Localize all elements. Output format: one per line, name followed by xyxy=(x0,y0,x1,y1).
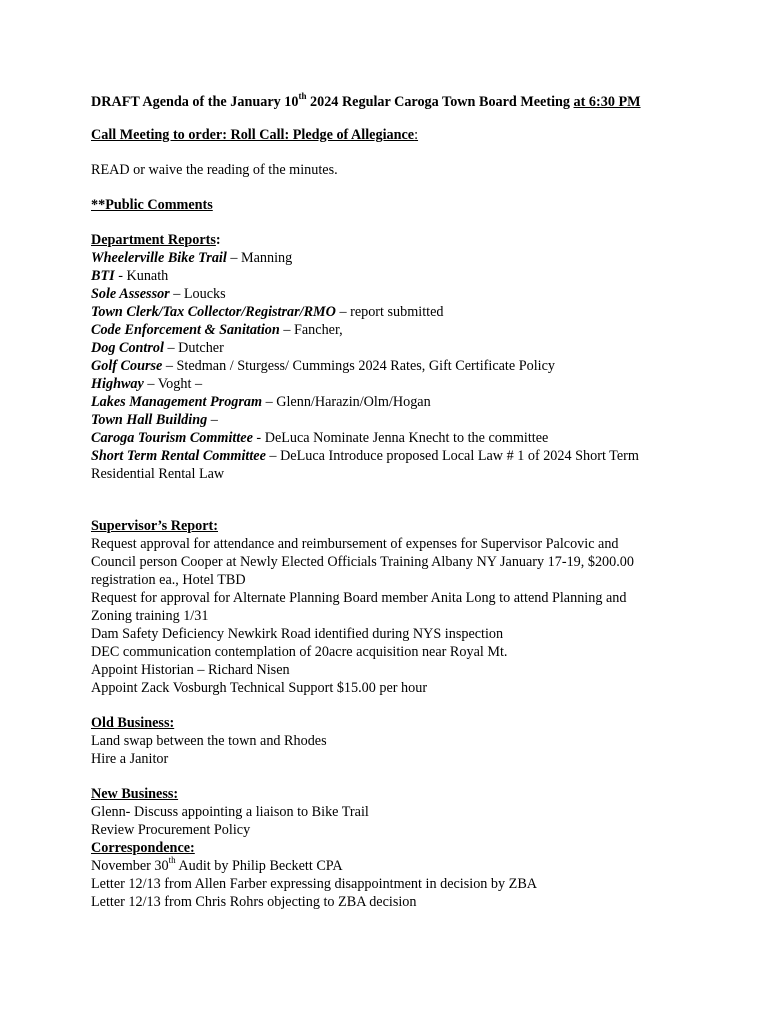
supervisor-report-list xyxy=(91,535,731,697)
department-report-item xyxy=(91,285,731,303)
department-report-item xyxy=(91,357,731,375)
correspondence-heading: Correspondence: xyxy=(91,840,195,856)
correspondence-item: Letter 12/13 from Chris Rohrs objecting to ZBA decision xyxy=(91,894,417,910)
supervisor-report-item: Zoning training 1/31 xyxy=(91,608,209,624)
new-business-list xyxy=(91,803,731,839)
old-business-item: Land swap between the town and Rhodes xyxy=(91,733,327,749)
department-report-item xyxy=(91,339,731,357)
correspondence-text-post: Audit by Philip Beckett CPA xyxy=(175,858,343,874)
department-report-item xyxy=(91,393,731,411)
department-name: BTI xyxy=(91,268,115,284)
supervisor-report-item: Appoint Historian – Richard Nisen xyxy=(91,662,290,678)
agenda-content xyxy=(91,93,731,911)
department-detail: – xyxy=(207,412,218,428)
new-business-item: Glenn- Discuss appointing a liaison to Bike Trail xyxy=(91,804,369,820)
supervisor-report-item: Request for approval for Alternate Planning Board member Anita Long to attend Planning and xyxy=(91,590,627,606)
department-name: Highway xyxy=(91,376,144,392)
department-detail: - DeLuca Nominate Jenna Knecht to the committee xyxy=(252,430,549,446)
meeting-time: at 6:30 PM xyxy=(573,94,641,110)
supervisor-report-item: DEC communication contemplation of 20acre acquisition near Royal Mt. xyxy=(91,644,508,660)
supervisor-report-item: registration ea., Hotel TBD xyxy=(91,572,246,588)
department-reports-heading xyxy=(91,231,731,249)
supervisor-report-heading: Supervisor’s Report: xyxy=(91,518,219,534)
title-text: DRAFT Agenda of the January 10 xyxy=(91,94,299,110)
supervisor-report-item: Request approval for attendance and reimbursement of expenses for Supervisor Palcovic and xyxy=(91,536,619,552)
correspondence-list xyxy=(91,875,731,911)
department-report-item xyxy=(91,321,731,339)
department-detail: – Dutcher xyxy=(163,340,224,356)
call-to-order-colon: : xyxy=(414,127,419,143)
department-name: Code Enforcement & Sanitation xyxy=(91,322,280,338)
agenda-title xyxy=(91,93,731,111)
department-report-item xyxy=(91,303,731,321)
department-name: Town Hall Building xyxy=(91,412,208,428)
department-reports-list xyxy=(91,249,731,465)
department-report-item xyxy=(91,249,731,267)
department-name: Caroga Tourism Committee xyxy=(91,430,253,446)
department-detail: – Glenn/Harazin/Olm/Hogan xyxy=(262,394,431,410)
old-business-item: Hire a Janitor xyxy=(91,751,169,767)
title-text-mid: 2024 Regular Caroga Town Board Meeting xyxy=(306,94,574,110)
department-detail: – Manning xyxy=(226,250,293,266)
department-report-item xyxy=(91,267,731,285)
call-to-order-label: Call Meeting to order: Roll Call: Pledge of Allegiance xyxy=(91,127,415,143)
department-name: Golf Course xyxy=(91,358,163,374)
old-business-list xyxy=(91,732,731,768)
department-detail: – DeLuca Introduce proposed Local Law # 1 of 2024 Short Term xyxy=(265,448,639,464)
minutes-line: READ or waive the reading of the minutes. xyxy=(91,162,338,178)
department-detail: – Fancher, xyxy=(279,322,343,338)
department-name: Short Term Rental Committee xyxy=(91,448,266,464)
public-comments-heading: **Public Comments xyxy=(91,197,213,213)
supervisor-report-item: Appoint Zack Vosburgh Technical Support $15.00 per hour xyxy=(91,680,428,696)
old-business-heading: Old Business: xyxy=(91,715,175,731)
department-report-item xyxy=(91,411,731,429)
department-report-continuation: Residential Rental Law xyxy=(91,466,225,482)
department-detail: – Loucks xyxy=(169,286,226,302)
department-name: Lakes Management Program xyxy=(91,394,263,410)
department-detail: – Stedman / Sturgess/ Cummings 2024 Rates, Gift Certificate Policy xyxy=(162,358,555,374)
correspondence-item: Letter 12/13 from Allen Farber expressing disappointment in decision by ZBA xyxy=(91,876,538,892)
supervisor-report-item: Council person Cooper at Newly Elected Officials Training Albany NY January 17-19, $200.00 xyxy=(91,554,634,570)
correspondence-ordinal: th xyxy=(168,855,176,866)
department-name: Sole Assessor xyxy=(91,286,170,302)
call-to-order xyxy=(91,126,731,144)
department-report-item xyxy=(91,375,731,393)
department-report-item xyxy=(91,447,731,465)
department-detail: - Kunath xyxy=(114,268,169,284)
title-ordinal: th xyxy=(298,91,307,102)
new-business-item: Review Procurement Policy xyxy=(91,822,251,838)
department-name: Wheelerville Bike Trail xyxy=(91,250,227,266)
department-detail: – Voght – xyxy=(143,376,203,392)
department-name: Town Clerk/Tax Collector/Registrar/RMO xyxy=(91,304,336,320)
correspondence-text: November 30 xyxy=(91,858,169,874)
department-name: Dog Control xyxy=(91,340,164,356)
correspondence-item xyxy=(91,857,731,875)
supervisor-report-item: Dam Safety Deficiency Newkirk Road identified during NYS inspection xyxy=(91,626,504,642)
department-reports-label: Department Reports xyxy=(91,232,216,248)
department-detail: – report submitted xyxy=(335,304,444,320)
new-business-heading: New Business: xyxy=(91,786,179,802)
department-reports-colon: : xyxy=(215,232,221,248)
department-report-item xyxy=(91,429,731,447)
